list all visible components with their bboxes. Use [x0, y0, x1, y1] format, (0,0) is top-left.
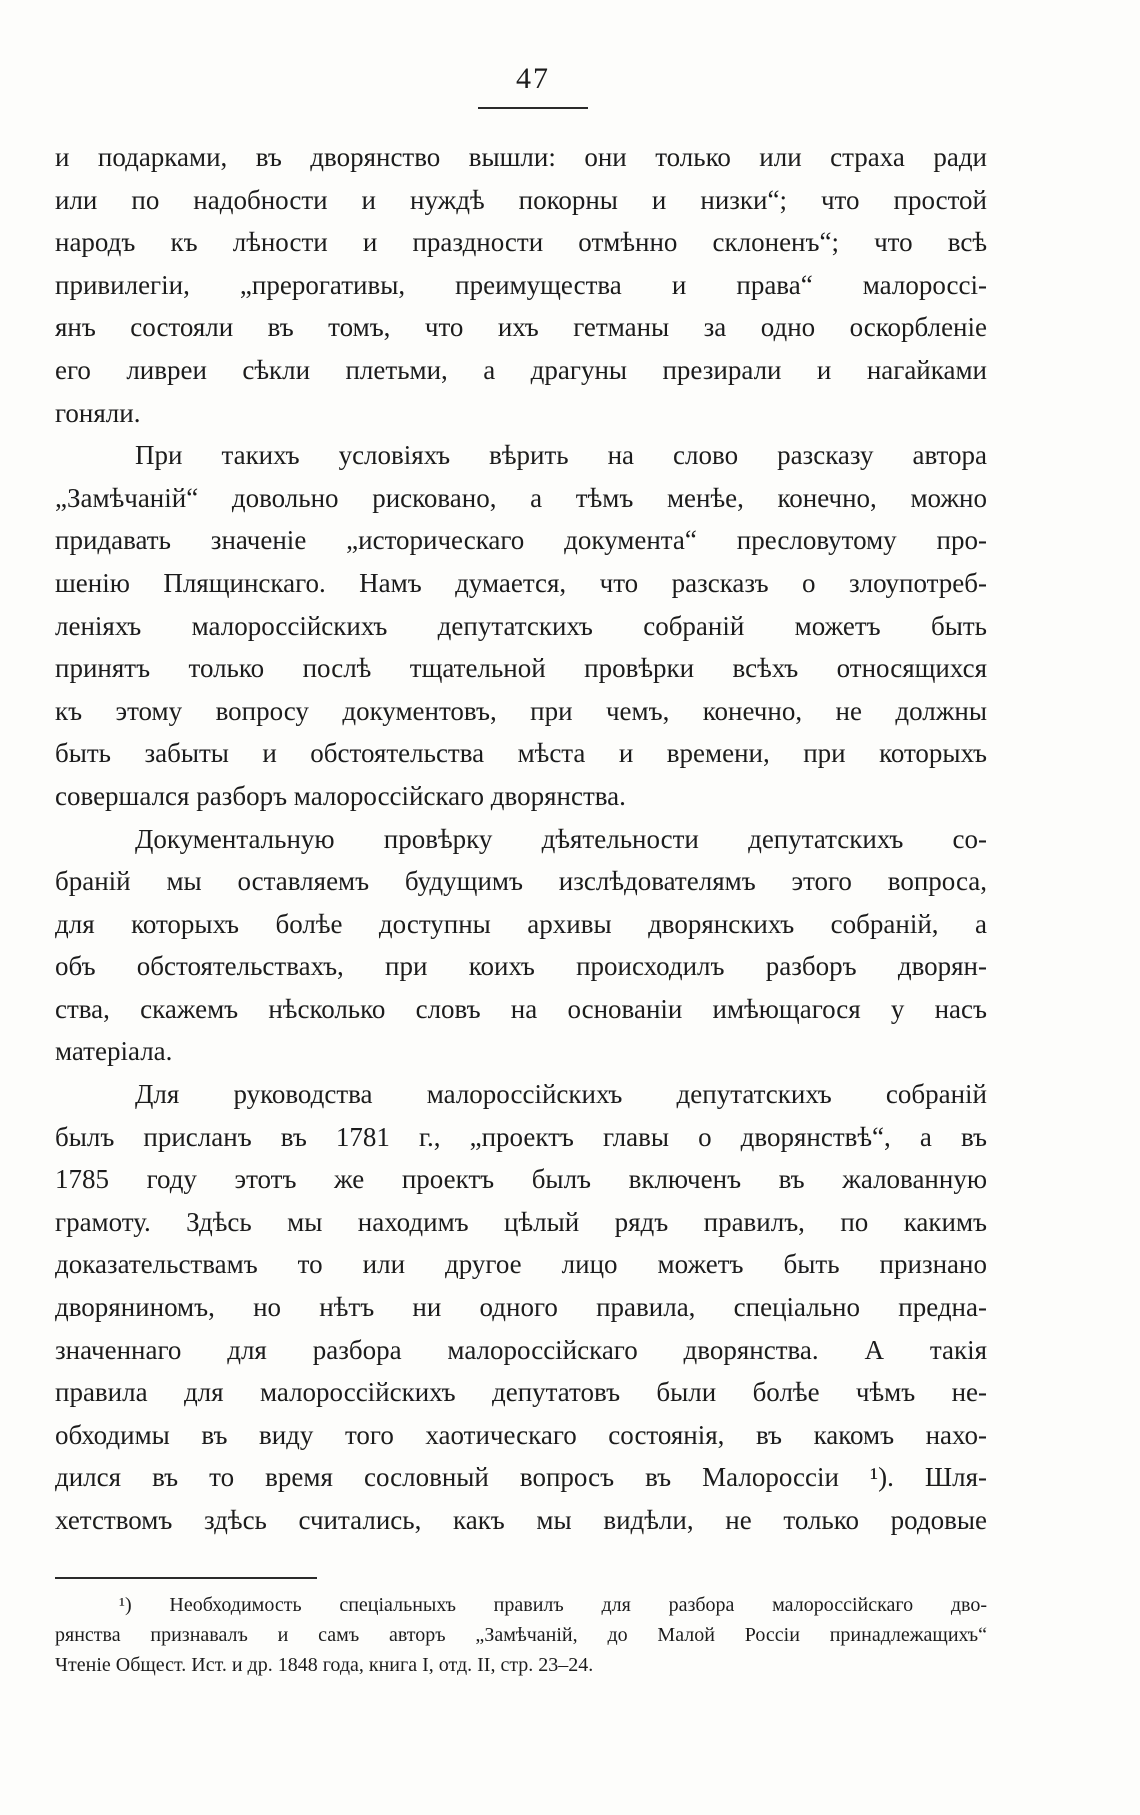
text-line: его ливреи сѣкли плетьми, а драгуны презирали и нагайками	[55, 354, 987, 385]
text-line: хетствомъ здѣсь считались, какъ мы видѣли, не только родовые	[55, 1505, 987, 1535]
text-line: объ обстоятельствахъ, при коихъ происходилъ разборъ дворян-	[55, 951, 987, 982]
text-line: браній мы оставляемъ будущимъ изслѣдователямъ этого вопроса,	[55, 866, 987, 897]
text-line: и подарками, въ дворянство вышли: они только или страха ради	[55, 142, 987, 172]
footnote-line: ¹) Необходимость спеціальныхъ правилъ для разбора малороссійскаго дво-	[119, 1594, 987, 1616]
body-text	[55, 136, 987, 1542]
text-line: дился въ то время сословный вопросъ въ Малороссіи ¹). Шля-	[55, 1462, 987, 1493]
text-line: доказательствамъ то или другое лицо можетъ быть признано	[55, 1249, 987, 1280]
text-line: былъ присланъ въ 1781 г., „проектъ главы о дворянствѣ“, а въ	[55, 1121, 987, 1152]
paragraph-first-line: Документальную провѣрку дѣятельности депутатскихъ со-	[135, 823, 987, 854]
text-line: совершался разборъ малороссійскаго дворянства.	[55, 780, 626, 811]
footnote-line: рянства признавалъ и самъ авторъ „Замѣчаній, до Малой Россіи принадлежащихъ“	[55, 1624, 987, 1646]
footnote-line: Чтеніе Общест. Ист. и др. 1848 года, книга I, отд. II, стр. 23–24.	[55, 1654, 594, 1676]
text-line: обходимы въ виду того хаотическаго состоянія, въ какомъ нахо-	[55, 1419, 987, 1450]
text-line: матеріала.	[55, 1036, 173, 1067]
paragraph-first-line: Для руководства малороссійскихъ депутатскихъ собраній	[135, 1079, 987, 1110]
text-line: правила для малороссійскихъ депутатовъ были болѣе чѣмъ не-	[55, 1377, 987, 1408]
text-line: привилегіи, „прерогативы, преимущества и права“ малороссі-	[55, 269, 987, 300]
text-line: грамоту. Здѣсь мы находимъ цѣлый рядъ правилъ, по какимъ	[55, 1206, 987, 1237]
footnotes	[55, 1590, 987, 1680]
text-line: для которыхъ болѣе доступны архивы дворянскихъ собраній, а	[55, 908, 987, 939]
text-line: принятъ только послѣ тщательной провѣрки всѣхъ относящихся	[55, 653, 987, 684]
page-number: 47	[516, 62, 550, 95]
text-line: ства, скажемъ нѣсколько словъ на основаніи имѣющагося у насъ	[55, 993, 987, 1024]
text-line: дворяниномъ, но нѣтъ ни одного правила, спеціально предна-	[55, 1292, 987, 1323]
paragraph-first-line: При такихъ условіяхъ вѣрить на слово разсказу автора	[135, 440, 987, 471]
text-line: или по надобности и нуждѣ покорны и низки“; что простой	[55, 184, 987, 215]
text-line: 1785 году этотъ же проектъ былъ включенъ въ жалованную	[55, 1164, 987, 1195]
text-line: „Замѣчаній“ довольно рисковано, а тѣмъ менѣе, конечно, можно	[55, 482, 987, 513]
text-line: янъ состояли въ томъ, что ихъ гетманы за одно оскорбленіе	[55, 312, 987, 343]
text-line: быть забыты и обстоятельства мѣста и времени, при которыхъ	[55, 738, 987, 769]
text-line: шенію Плящинскаго. Намъ думается, что разсказъ о злоупотреб-	[55, 567, 987, 598]
text-line: къ этому вопросу документовъ, при чемъ, конечно, не должны	[55, 695, 987, 726]
text-line: леніяхъ малороссійскихъ депутатскихъ собраній можетъ быть	[55, 610, 987, 641]
text-line: народъ къ лѣности и праздности отмѣнно склоненъ“; что всѣ	[55, 227, 987, 258]
text-line: придавать значеніе „историческаго документа“ пресловутому про-	[55, 525, 987, 556]
text-line: гоняли.	[55, 397, 141, 428]
text-line: значеннаго для разбора малороссійскаго дворянства. А такія	[55, 1334, 987, 1365]
footnote-rule	[55, 1577, 317, 1579]
header-rule	[478, 107, 588, 109]
